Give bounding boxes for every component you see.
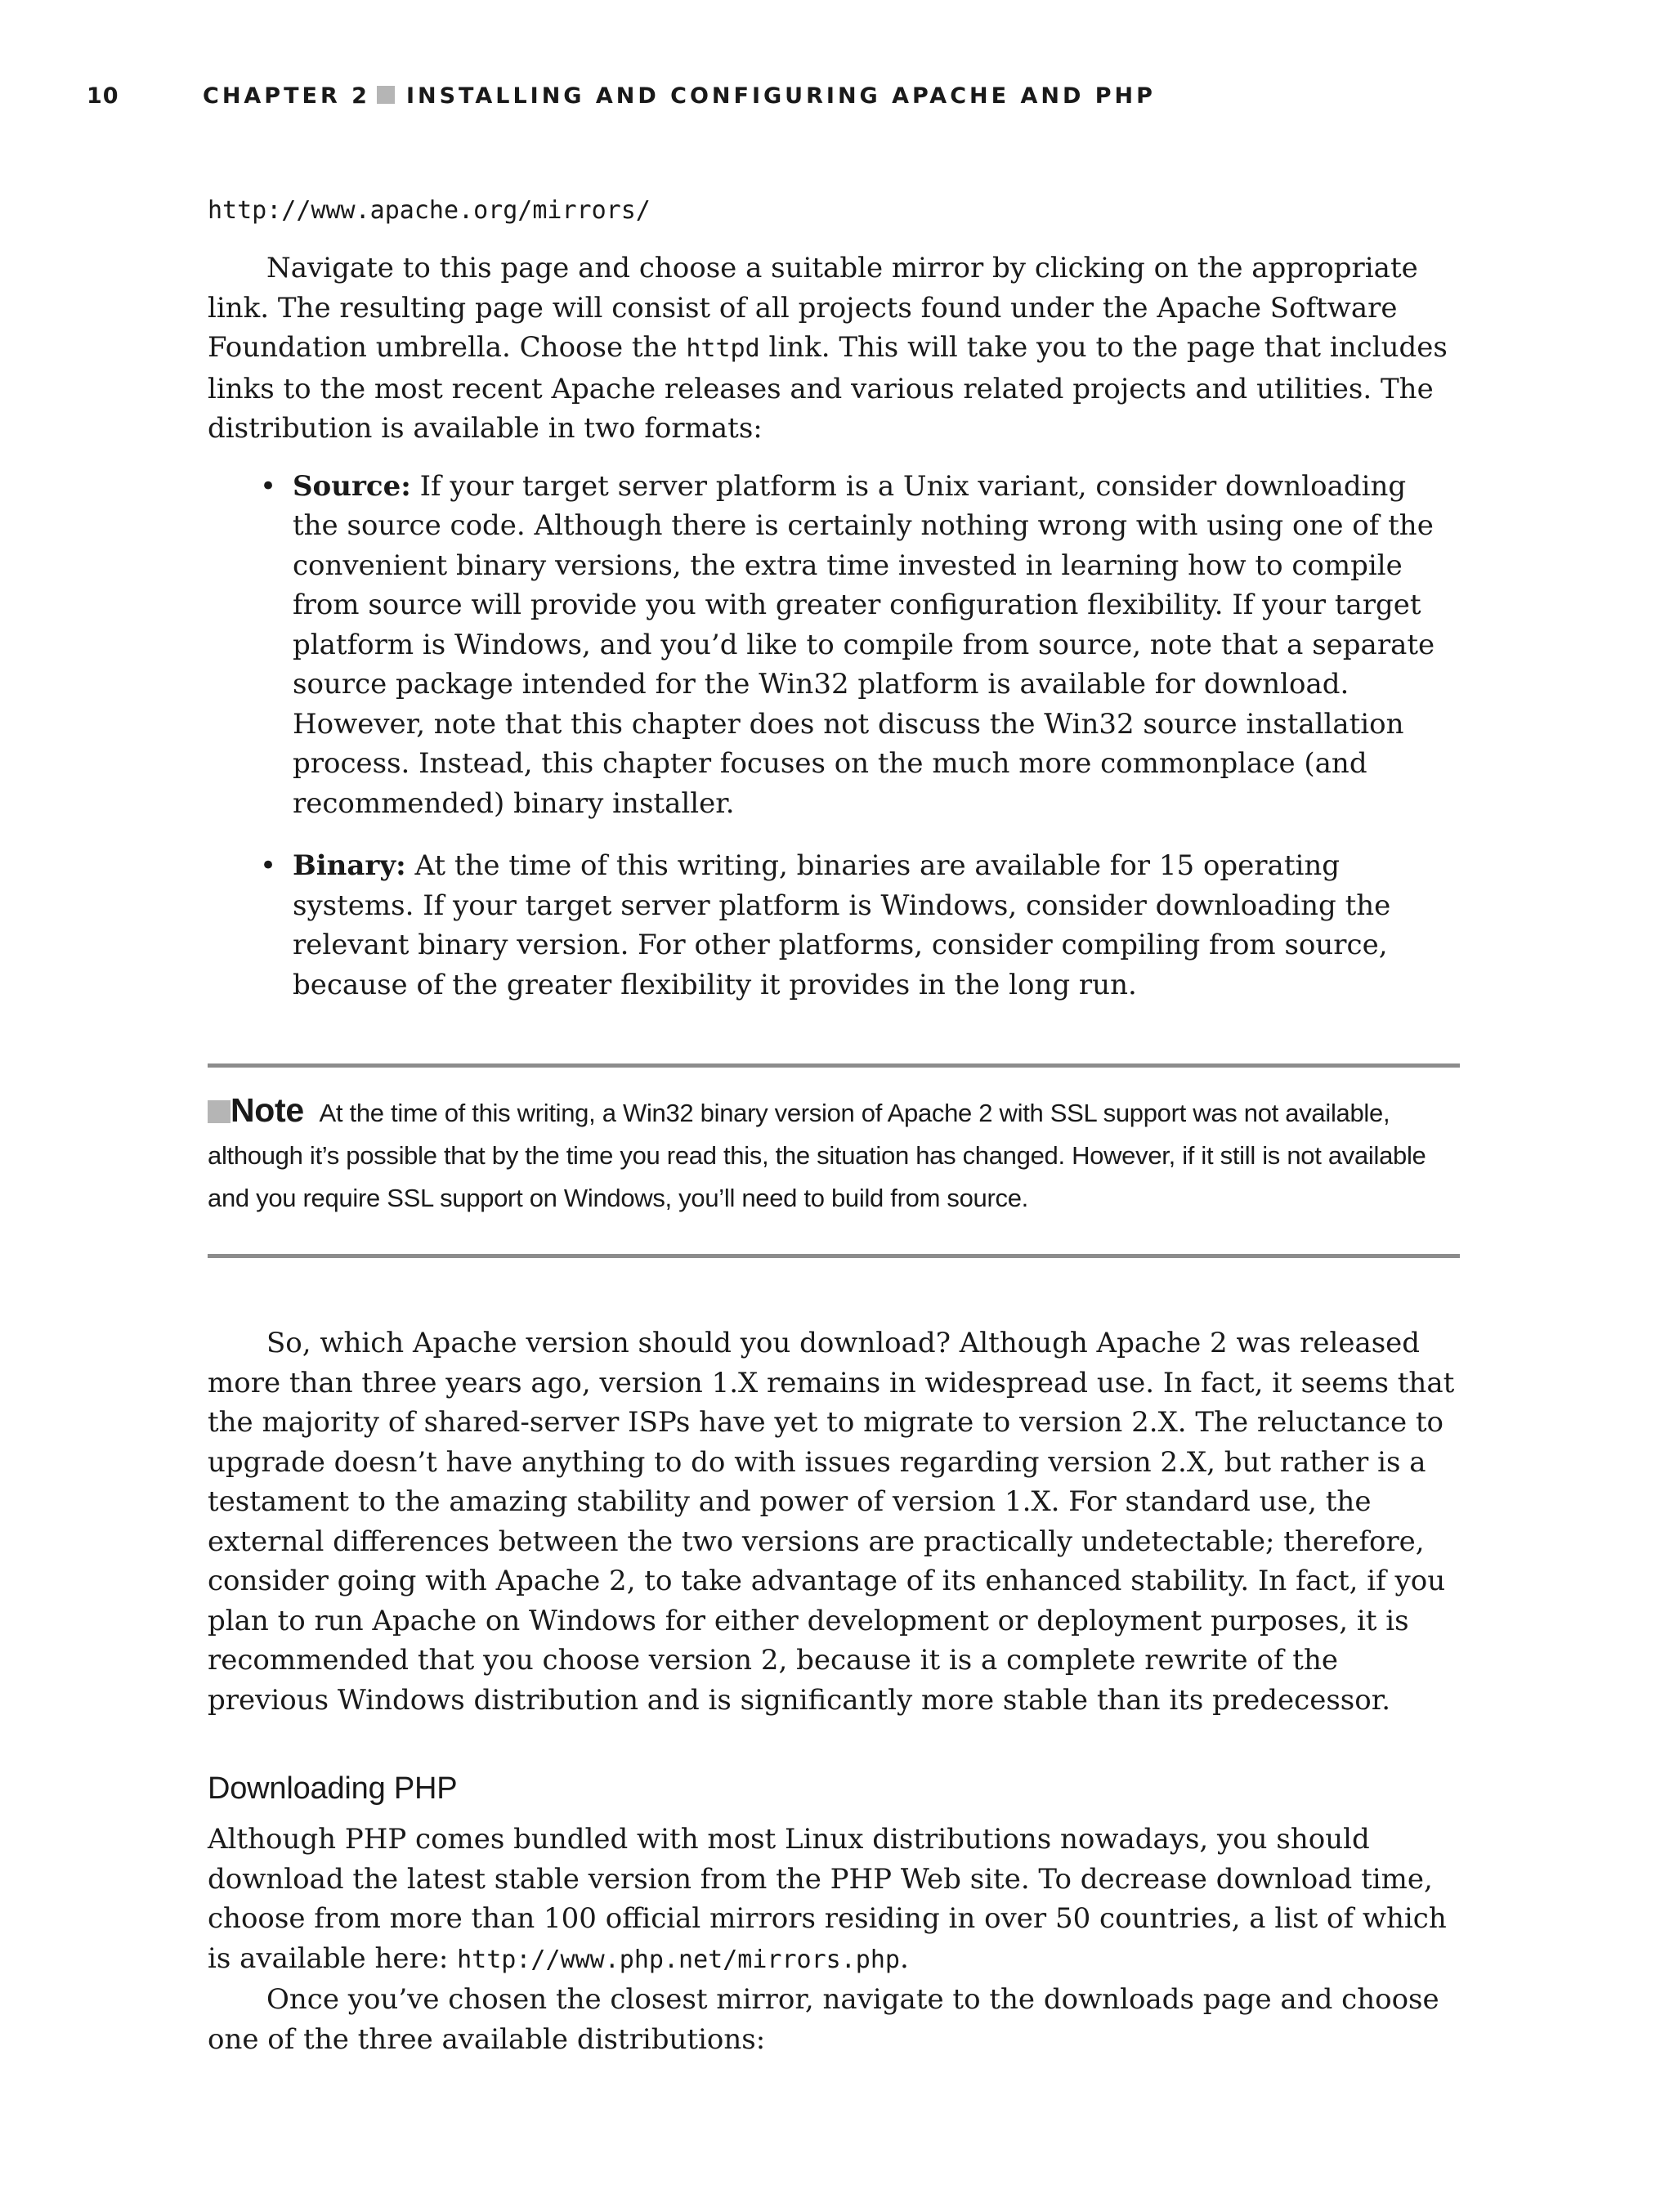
page-number: 10 [87, 83, 119, 109]
list-item [260, 846, 1460, 1005]
section-heading-downloading-php: Downloading PHP [208, 1771, 458, 1806]
format-text-binary: At the time of this writing, binaries are available for 15 operating systems. If your target server platform is Windows, consider downloading the relevant binary version. For other platforms, consider compiling from source, because of the greater flexibility it provides in the long run. [293, 849, 1391, 1001]
separator-square-icon [377, 86, 395, 104]
intro-paragraph [208, 249, 1460, 449]
httpd-code: httpd [686, 334, 760, 363]
bullet-icon: • [260, 849, 277, 882]
bullet-icon: • [260, 469, 277, 503]
note-box [208, 1063, 1460, 1258]
chapter-label: CHAPTER 2 [203, 83, 370, 109]
note-label: Note [231, 1091, 304, 1129]
chapter-title: INSTALLING AND CONFIGURING APACHE AND PHP [405, 83, 1156, 109]
php-paragraph-2: Once you’ve chosen the closest mirror, navigate to the downloads page and choose one of the three available distributions: [208, 1983, 1439, 2056]
php-paragraph-1 [208, 1820, 1460, 1980]
format-text-source: If your target server platform is a Unix variant, consider downloading the source code. Although there is certainly nothing wrong with using one of the convenient binary versions, the extra time invested in learning how to compile from source will provide you with greater configuration flexibility. If your target platform is Windows, and you’d like to compile from source, note that a separate source package intended for the Win32 platform is available for download. However, note that this chapter does not discuss the Win32 source installation process. Instead, this chapter focuses on the much more commonplace (and recommended) binary installer. [293, 469, 1435, 820]
php-paragraph-1-end: . [899, 1941, 909, 1975]
php-mirrors-url: http://www.php.net/mirrors.php [457, 1945, 900, 1974]
intro-text-a: Navigate to this page and choose a suitable mirror by clicking on the appropriate link. The resulting page will consist of all projects found under the Apache Software Foundation umbrella. Choose the [208, 252, 1418, 364]
apache-mirrors-url: http://www.apache.org/mirrors/ [208, 196, 651, 225]
intro-text-b: link. This will take you to the page that includes links to the most recent Apache releases and various related projects and utilities. The distribution is available in two formats: [208, 331, 1448, 445]
running-header [87, 83, 1156, 113]
format-label-source: Source: [293, 469, 411, 503]
version-paragraph: So, which Apache version should you download? Although Apache 2 was released more than three years ago, version 1.X remains in widespread use. In fact, it seems that the majority of shared-server ISPs have yet to migrate to version 2.X. The reluctance to upgrade doesn’t have anything to do with issues regarding version 2.X, but rather is a testament to the amazing stability and power of version 1.X. For standard use, the external differences between the two versions are practically undetectable; therefore, consider going with Apache 2, to take advantage of its enhanced stability. In fact, if you plan to run Apache on Windows for either development or deployment purposes, it is recommended that you choose version 2, because it is a complete rewrite of the previous Windows distribution and is significantly more stable than its predecessor. [208, 1327, 1455, 1717]
format-list [208, 467, 1460, 1005]
note-text: At the time of this writing, a Win32 binary version of Apache 2 with SSL support was not available, although it’s possible that by the time you read this, the situation has changed. However, if it still is not available and you require SSL support on Windows, you’ll need to build from source. [208, 1099, 1426, 1212]
note-square-icon [208, 1100, 231, 1123]
page-content [208, 195, 1460, 2059]
chapter-heading [203, 83, 1156, 109]
php-paragraph-1-text: Although PHP comes bundled with most Linux distributions nowadays, you should download the latest stable version from the PHP Web site. To decrease download time, choose from more than 100 official mirrors residing in over 50 countries, a list of which is available here: [208, 1823, 1447, 1975]
list-item [260, 467, 1460, 824]
format-label-binary: Binary: [293, 849, 406, 882]
